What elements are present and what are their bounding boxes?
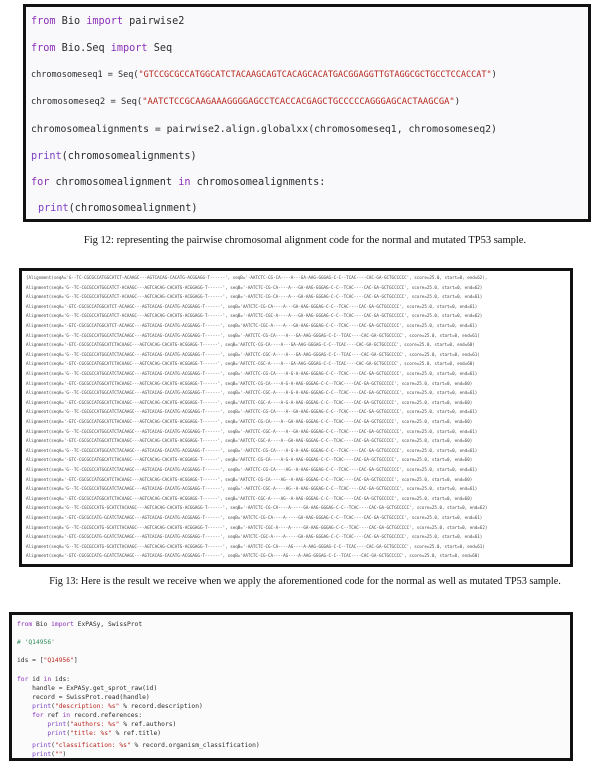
code-line-comment: # 'Q14956' [17, 639, 55, 646]
alignment-line: Alignment(seqA='G--TC-CGCGCCATG-GCATCTACAAGC---AGTCACAG-CACATG-ACGGAGG-T------', seqB='-AATCTC-CGC-A----A-----GA-AAG-GGGAG-C-C--TCAC----CAC-GA-GCTGCCCCC', score=25.0, start=0, end=62) [26, 524, 488, 530]
alignment-line: Alignment(seqA='G--TC-CGCGCCATGGCATCTACAAGC---AGTCACAG-CACATG-ACGGAGG-T------', seqB='-AATCTC-CGC-A----A-G-A-AAG-GGGAG-C-C--TCAC----CAC-GA-GCTGCCCCC', score=25.0, start=0, end=61) [26, 390, 478, 396]
code-line-print-empty: print("") [32, 751, 67, 758]
alignment-line: Alignment(seqA='G--TC-CGCGCCATGGCATCTACAAGC---AGTCACAG-CACATG-ACGGAGG-T------', seqB='-AATCTC-CGC-A----A--GA-AAG-GGGAG-C-C--TCAC----CAC-GA-GCTGCCCCC', score=25.0, start=0, end=61) [26, 428, 478, 434]
alignment-line: Alignment(seqA='-GTC-CGCGCCATGGCATCTACAAGC---AGTCACAG-CACATG-ACGGAGG-T------', seqB='AATCTC-CG-CA----A---GA-AAG-GGGAG-C-C--TCAC----CAC-GA-GCTGCCCCC', score=25.0, start=0, end=60) [26, 342, 475, 348]
figure-12-caption: Fig 12: representing the pairwise chromosomal alignment code for the normal and mutated TP53 sample. [83, 235, 527, 246]
code-line-seq1: chromosomeseq1 = Seq("GTCCGCGCCATGGCATCTACAAGCAGTCACAGCACATGACGGAGGTTGTAGGCGCTGCCTCCACCAT") [31, 70, 497, 80]
alignment-line: Alignment(seqA='-GTC-CGCGCCATG-GCATCTACAAGC---AGTCACAG-CACATG-ACGGAGG-T------', seqB='AATCTC-CGC-A----A-----GA-AAG-GGGAG-C-C--TCAC----CAC-GA-GCTGCCCCC', score=25.0, start=0, end=61) [26, 534, 483, 540]
code-line-print-alignments: print(chromosomealignments) [31, 151, 197, 162]
alignment-line: Alignment(seqA='-GTC-CGCGCCATGGCATCTACAAGC---AGTCACAG-CACATG-ACGGAGG-T------', seqB='AATCTC-CG-CA----A-G-A-AAG-GGGAG-C-C--TCAC----CAC-GA-GCTGCCCCC', score=25.0, start=0, end=60) [26, 457, 473, 463]
code-line-for-loop: for chromosomealignment in chromosomealignments: [31, 177, 326, 188]
code-line-for-ids: for id in ids: [17, 676, 71, 683]
code-line-seq2: chromosomeseq2 = Seq("AATCTCCGCAAGAAAGGGGAGCCTCACCACGAGCTGCCCCCAGGGAGCACTAAGCGA") [31, 97, 461, 107]
alignment-line: Alignment(seqA='G--TC-CGCGCCATGGCATCT-ACAAGC---AGTCACAG-CACATG-ACGGAGG-T------', seqB='-AATCTC-CG-CA----A---GA-AAG-GGGAG-C-C--TCAC----CAC-GA-GCTGCCCCC', score=25.0, start=0, end=62) [26, 284, 483, 290]
code-line-import-pairwise2: from Bio import pairwise2 [31, 16, 185, 27]
code-line-record: record = SwissProt.read(handle) [17, 694, 150, 701]
alignment-line: [Alignment(seqA='G--TC-CGCGCCATGGCATCT-ACAAGC---AGTCACAG-CACATG-ACGGAGG-T------', seqB='-AATCTC-CG-CA----A---GA-AAG-GGGAG-C-C--TCAC----CAC-GA-GCTGCCCCC', score=25.0, start=0, end=62), [26, 275, 488, 280]
alignment-line: Alignment(seqA='-GTC-CGCGCCATGGCATCTACAAGC---AGTCACAG-CACATG-ACGGAGG-T------', seqB='AATCTC-CG-CA----A--GA-AAG-GGGAG-C-C--TCAC----CAC-GA-GCTGCCCCC', score=25.0, start=0, end=60) [26, 419, 473, 424]
alignment-line: Alignment(seqA='-GTC-CGCGCCATGGCATCTACAAGC---AGTCACAG-CACATG-ACGGAGG-T------', seqB='AATCTC-CGC-A----A--GA-AAG-GGGAG-C-C--TCAC----CAC-GA-GCTGCCCCC', score=25.0, start=0, end=60) [26, 438, 473, 444]
code-line-for-ref: for ref in record.references: [32, 712, 143, 719]
alignment-line: Alignment(seqA='-GTC-CGCGCCATG-GCATCTACAAGC---AGTCACAG-CACATG-ACGGAGG-T------', seqB='AATCTC-CG-CA----AG----A-AAG-GGGAG-C-C--TCAC----CAC-GA-GCTGCCCCC', score=25.0, start=0, end=60) [26, 553, 480, 559]
code-line-print-authors: print("authors: %s" % ref.authors) [47, 721, 177, 728]
alignment-line: Alignment(seqA='G--TC-CGCGCCATGGCATCTACAAGC---AGTCACAG-CACATG-ACGGAGG-T------', seqB='-AATCTC-CG-CA----A-G-A-AAG-GGGAG-C-C--TCAC----CAC-GA-GCTGCCCCC', score=25.0, start=0, end=61) [26, 371, 478, 376]
alignment-line: Alignment(seqA='-GTC-CGCGCCATGGCATCTACAAGC---AGTCACAG-CACATG-ACGGAGG-T------', seqB='AATCTC-CGC-A----A-G-A-AAG-GGGAG-C-C--TCAC----CAC-GA-GCTGCCCCC', score=25.0, start=0, end=60) [26, 399, 473, 405]
figure-12-code-box [23, 4, 591, 222]
alignment-line: Alignment(seqA='G--TC-CGCGCCATGGCATCTACAAGC---AGTCACAG-CACATG-ACGGAGG-T------', seqB='-AATCTC-CGC-A----AG--A-AAG-GGGAG-C-C--TCAC----CAC-GA-GCTGCCCCC', score=25.0, start=0, end=61) [26, 486, 478, 492]
alignment-line: Alignment(seqA='G--TC-CGCGCCATGGCATCT-ACAAGC---AGTCACAG-CACATG-ACGGAGG-T------', seqB='-AATCTC-CG-CA----A---GA-AAG-GGGAG-C-C--TCAC----CAC-GA-GCTGCCCCC', score=25.0, start=0, end=61) [26, 294, 483, 300]
alignment-line: Alignment(seqA='-GTC-CGCGCCATGGCATCTACAAGC---AGTCACAG-CACATG-ACGGAGG-T------', seqB='AATCTC-CG-CA----A-G-A-AAG-GGGAG-C-C--TCAC----CAC-GA-GCTGCCCCC', score=25.0, start=0, end=60) [26, 380, 473, 386]
figure-13-caption: Fig 13: Here is the result we receive when we apply the aforementioned code for the normal as well as mutated TP53 sample. [49, 576, 561, 587]
code-line-print-alignment: print(chromosomealignment) [38, 203, 198, 214]
code-line-import-seq: from Bio.Seq import Seq [31, 43, 173, 54]
alignment-line: Alignment(seqA='G--TC-CGCGCCATGGCATCTACAAGC---AGTCACAG-CACATG-ACGGAGG-T------', seqB='-AATCTC-CG-CA----A-G-A-AAG-GGGAG-C-C--TCAC----CAC-GA-GCTGCCCCC', score=25.0, start=0, end=61) [26, 447, 478, 453]
alignment-line: Alignment(seqA='G--TC-CGCGCCATG-GCATCTACAAGC---AGTCACAG-CACATG-ACGGAGG-T------', seqB='-AATCTC-CG-CA----A-----GA-AAG-GGGAG-C-C--TCAC----CAC-GA-GCTGCCCCC', score=25.0, start=0, end=62) [26, 505, 488, 511]
alignment-line: Alignment(seqA='G--TC-CGCGCCATGGCATCTACAAGC---AGTCACAG-CACATG-ACGGAGG-T------', seqB='-AATCTC-CG-CA----A--GA-AAG-GGGAG-C-C--TCAC----CAC-GA-GCTGCCCCC', score=25.0, start=0, end=61) [26, 409, 478, 415]
figure-13-output-box [19, 268, 573, 567]
alignment-line: Alignment(seqA='G--TC-CGCGCCATGGCATCTACAAGC---AGTCACAG-CACATG-ACGGAGG-T------', seqB='-AATCTC-CG-CA----A---GA-AAG-GGGAG-C-C--TCAC----CAC-GA-GCTGCCCCC', score=25.0, start=0, end=61) [26, 332, 480, 338]
figure-14-code-box [9, 612, 573, 761]
alignment-line: Alignment(seqA='-GTC-CGCGCCATGGCATCTACAAGC---AGTCACAG-CACATG-ACGGAGG-T------', seqB='AATCTC-CGC-A----A---GA-AAG-GGGAG-C-C--TCAC----CAC-GA-GCTGCCCCC', score=25.0, start=0, end=60) [26, 361, 475, 367]
alignment-line: Alignment(seqA='-GTC-CGCGCCATGGCATCT-ACAAGC---AGTCACAG-CACATG-ACGGAGG-T------', seqB='AATCTC-CGC-A----A---GA-AAG-GGGAG-C-C--TCAC----CAC-GA-GCTGCCCCC', score=25.0, start=0, end=61) [26, 323, 478, 328]
code-line-print-title: print("title: %s" % ref.title) [47, 730, 162, 737]
alignment-line: Alignment(seqA='-GTC-CGCGCCATG-GCATCTACAAGC---AGTCACAG-CACATG-ACGGAGG-T------', seqB='AATCTC-CG-CA----A-----GA-AAG-GGGAG-C-C--TCAC----CAC-GA-GCTGCCCCC', score=25.0, start=0, end=61) [26, 515, 483, 520]
alignment-line: Alignment(seqA='G--TC-CGCGCCATGGCATCTACAAGC---AGTCACAG-CACATG-ACGGAGG-T------', seqB='-AATCTC-CGC-A----A---GA-AAG-GGGAG-C-C--TCAC----CAC-GA-GCTGCCCCC', score=25.0, start=0, end=61) [26, 351, 480, 357]
alignment-line: Alignment(seqA='-GTC-CGCGCCATGGCATCTACAAGC---AGTCACAG-CACATG-ACGGAGG-T------', seqB='AATCTC-CG-CA----AG--A-AAG-GGGAG-C-C--TCAC----CAC-GA-GCTGCCCCC', score=25.0, start=0, end=60) [26, 476, 473, 482]
alignment-line: Alignment(seqA='-GTC-CGCGCCATGGCATCTACAAGC---AGTCACAG-CACATG-ACGGAGG-T------', seqB='AATCTC-CGC-A----AG--A-AAG-GGGAG-C-C--TCAC----CAC-GA-GCTGCCCCC', score=25.0, start=0, end=60) [26, 495, 473, 501]
code-line-handle: handle = ExPASy.get_sprot_raw(id) [17, 685, 158, 692]
alignment-line: Alignment(seqA='G--TC-CGCGCCATGGCATCT-ACAAGC---AGTCACAG-CACATG-ACGGAGG-T------', seqB='-AATCTC-CGC-A----A---GA-AAG-GGGAG-C-C--TCAC----CAC-GA-GCTGCCCCC', score=25.0, start=0, end=62) [26, 313, 483, 319]
code-line-print-description: print("description: %s" % record.description) [32, 703, 203, 710]
code-line-globalxx: chromosomealignments = pairwise2.align.globalxx(chromosomeseq1, chromosomeseq2) [31, 124, 497, 135]
code-line-import-expasy: from Bio import ExPASy, SwissProt [17, 621, 143, 628]
alignment-line: Alignment(seqA='G--TC-CGCGCCATGGCATCTACAAGC---AGTCACAG-CACATG-ACGGAGG-T------', seqB='-AATCTC-CG-CA----AG--A-AAG-GGGAG-C-C--TCAC----CAC-GA-GCTGCCCCC', score=25.0, start=0, end=61) [26, 467, 478, 472]
alignment-line: Alignment(seqA='-GTC-CGCGCCATGGCATCT-ACAAGC---AGTCACAG-CACATG-ACGGAGG-T------', seqB='AATCTC-CG-CA----A---GA-AAG-GGGAG-C-C--TCAC----CAC-GA-GCTGCCCCC', score=25.0, start=0, end=61) [26, 303, 478, 309]
code-line-ids: ids = ["Q14956"] [17, 657, 78, 664]
alignment-line: Alignment(seqA='G--TC-CGCGCCATG-GCATCTACAAGC---AGTCACAG-CACATG-ACGGAGG-T------', seqB='-AATCTC-CG-CA----AG----A-AAG-GGGAG-C-C--TCAC----CAC-GA-GCTGCCCCC', score=25.0, start=0, end=61) [26, 543, 485, 549]
code-line-print-classification: print("classification: %s" % record.organism_classification) [32, 742, 260, 749]
